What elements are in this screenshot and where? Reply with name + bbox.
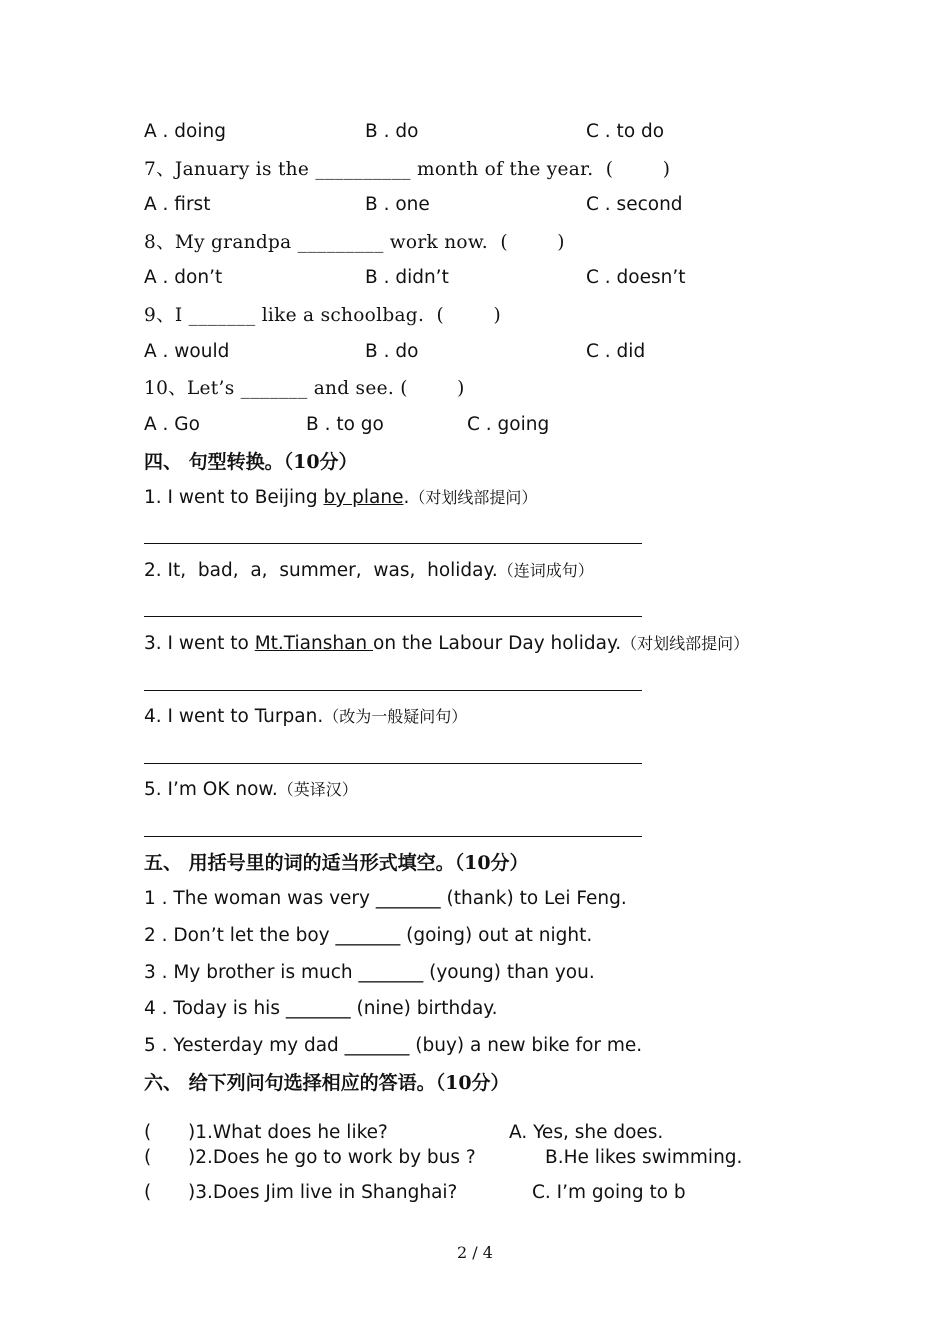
s4-item-1-note: （对划线部提问）: [409, 488, 538, 507]
s5-item-4: 4 . Today is his _______ (nine) birthday.: [144, 998, 498, 1019]
s4-item-4-text: 4. I went to Turpan.: [144, 706, 324, 727]
q10-option-c: C . going: [467, 414, 550, 435]
s4-item-1-underlined: by plane: [323, 487, 404, 508]
q6-option-b: B . do: [365, 121, 419, 142]
answer-line-1: [144, 543, 642, 544]
s4-item-3: [144, 632, 749, 656]
q9-stem: 9、I _______ like a schoolbag. ( ): [144, 305, 501, 326]
s4-item-1-tail: .: [403, 487, 410, 508]
q7-option-b: B . one: [365, 194, 430, 215]
q9-option-a: A . would: [144, 341, 230, 362]
s4-item-5-text: 5. I’m OK now.: [144, 779, 278, 800]
s4-item-4: [144, 705, 467, 729]
s4-item-3-underlined: Mt.Tianshan: [254, 633, 374, 654]
q10-option-b: B . to go: [306, 414, 384, 435]
s5-item-2: 2 . Don’t let the boy _______ (going) out at night.: [144, 925, 593, 946]
s6-row-3-question: )3.Does Jim live in Shanghai?: [188, 1182, 458, 1203]
s4-item-1-text: 1. I went to Beijing: [144, 487, 324, 508]
q10-stem: 10、Let’s _______ and see. ( ): [144, 378, 465, 399]
q8-stem: 8、My grandpa _________ work now. ( ): [144, 232, 565, 253]
s5-item-5: 5 . Yesterday my dad _______ (buy) a new bike for me.: [144, 1035, 643, 1056]
q8-option-c: C . doesn’t: [586, 267, 686, 288]
s4-item-5: [144, 778, 358, 802]
s4-item-2: [144, 559, 594, 583]
s6-row-2-paren: (: [144, 1147, 152, 1168]
answer-line-5: [144, 836, 642, 837]
q10-option-a: A . Go: [144, 414, 200, 435]
s6-row-2-question: )2.Does he go to work by bus ?: [188, 1147, 476, 1168]
s4-item-3-text: 3. I went to: [144, 633, 255, 654]
s6-row-1-paren: (: [144, 1122, 152, 1143]
answer-line-4: [144, 763, 642, 764]
answer-line-2: [144, 616, 642, 617]
s4-item-4-note: （改为一般疑问句）: [323, 707, 468, 726]
answer-line-3: [144, 690, 642, 691]
q9-option-b: B . do: [365, 341, 419, 362]
section6-title: 六、 给下列问句选择相应的答语。（10分）: [144, 1072, 510, 1094]
q9-option-c: C . did: [586, 341, 646, 362]
q7-stem: 7、January is the __________ month of the year. ( ): [144, 159, 671, 180]
section5-title: 五、 用括号里的词的适当形式填空。（10分）: [144, 852, 529, 874]
s4-item-2-note: （连词成句）: [497, 561, 594, 580]
s4-item-3-note: （对划线部提问）: [621, 634, 750, 653]
q8-option-b: B . didn’t: [365, 267, 449, 288]
s5-item-3: 3 . My brother is much _______ (young) than you.: [144, 962, 595, 983]
q8-option-a: A . don’t: [144, 267, 223, 288]
s5-item-1: 1 . The woman was very _______ (thank) to Lei Feng.: [144, 888, 627, 909]
s6-row-1-answer: A. Yes, she does.: [509, 1122, 664, 1143]
q6-option-a: A . doing: [144, 121, 226, 142]
s4-item-1: [144, 486, 537, 510]
s4-item-2-text: 2. It, bad, a, summer, was, holiday.: [144, 560, 498, 581]
q7-option-c: C . second: [586, 194, 683, 215]
s6-row-3-paren: (: [144, 1182, 152, 1203]
s6-row-3-answer: C. I’m going to b: [532, 1182, 686, 1203]
s6-row-2-answer: B.He likes swimming.: [545, 1147, 743, 1168]
s4-item-3-tail: on the Labour Day holiday.: [373, 633, 622, 654]
section4-title: 四、 句型转换。（10分）: [144, 451, 358, 473]
s6-row-1-question: )1.What does he like?: [188, 1122, 388, 1143]
page-number: 2 / 4: [457, 1243, 493, 1262]
s4-item-5-note: （英译汉）: [277, 780, 358, 799]
q6-option-c: C . to do: [586, 121, 665, 142]
q7-option-a: A . first: [144, 194, 211, 215]
